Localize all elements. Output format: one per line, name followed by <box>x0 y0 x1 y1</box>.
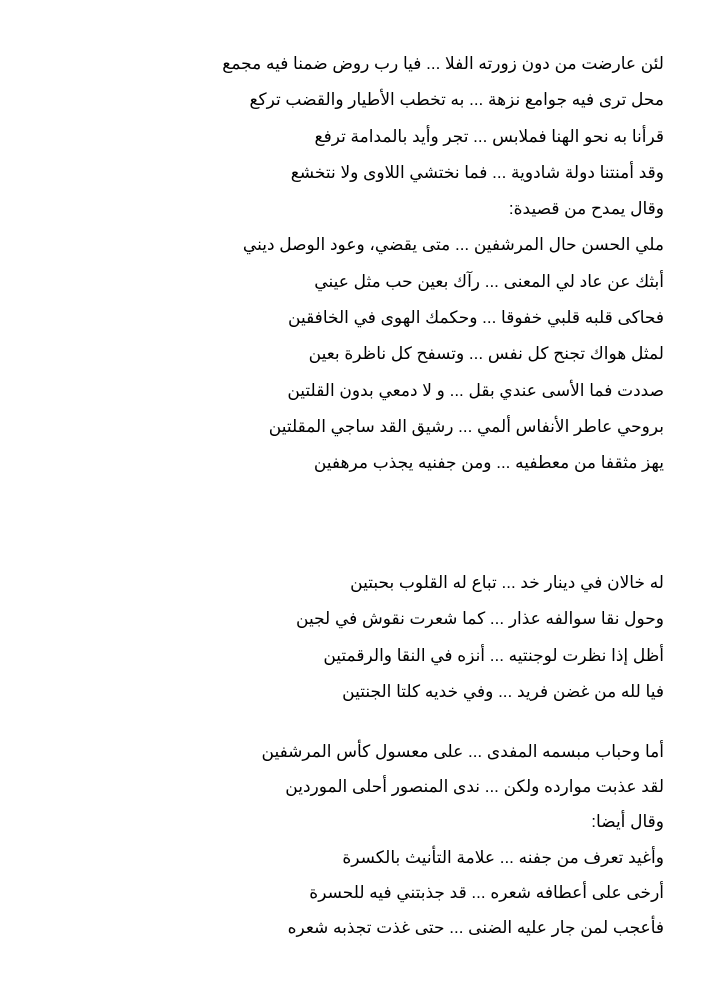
verse-line: أما وحباب مبسمه المفدى ... على معسول كأس المرشفين <box>261 742 664 761</box>
verse-line: صددت فما الأسى عندي بقل ... و لا دمعي بدون القلتين <box>287 380 664 400</box>
verse-line: وأغيد تعرف من جفنه ... علامة التأنيث بالكسرة <box>342 847 664 867</box>
poem-heading: وقال يمدح من قصيدة: <box>508 199 664 219</box>
verse-line: وقد أمنتنا دولة شادوية ... فما نختشي اللاوى ولا نتخشع <box>290 162 664 182</box>
verse-line: قرأنا به نحو الهنا فملابس ... تجر وأيد بالمدامة ترفع <box>314 126 664 146</box>
verse-line: أبثك عن عاد لي المعنى ... رآك بعين حب مثل عيني <box>314 271 664 291</box>
poem-block-2 <box>64 571 664 716</box>
verse-line: أظل إذا نظرت لوجنتيه ... أنزه في النقا والرقمتين <box>323 645 664 665</box>
verse-line: ملي الحسن حال المرشفين ... متى يقضي، وعود الوصل ديني <box>242 235 664 255</box>
verse-line: أرخى على أعطافه شعره ... قد جذبتني فيه للحسرة <box>309 882 664 902</box>
poem-block-3 <box>64 740 664 951</box>
poem-block-1 <box>64 52 664 488</box>
verse-line: لئن عارضت من دون زورته الفلا ... فيا رب روض ضمنا فيه مجمع <box>222 54 664 73</box>
verse-line: محل ترى فيه جوامع نزهة ... به تخطب الأطيار والقضب تركع <box>249 90 664 110</box>
verse-line: يهز مثقفا من معطفيه ... ومن جفنيه يجذب مرهفين <box>313 453 664 473</box>
poem-heading: وقال أيضا: <box>591 812 664 832</box>
verse-line: فيا لله من غضن فريد ... وفي خديه كلتا الجنتين <box>342 681 664 701</box>
verse-line: فحاكى قلبه قلبي خفوقا ... وحكمك الهوى في الخافقين <box>288 308 664 328</box>
verse-line: لقد عذبت موارده ولكن ... ندى المنصور أحلى الموردين <box>285 777 664 797</box>
verse-line: فأعجب لمن جار عليه الضنى ... حتى غذت تجذبه شعره <box>287 917 664 937</box>
verse-line: له خالان في دينار خد ... تباع له القلوب بحبتين <box>350 573 664 592</box>
verse-line: لمثل هواك تجنح كل نفس ... وتسفح كل ناظرة بعين <box>308 344 664 364</box>
verse-line: بروحي عاطر الأنفاس ألمي ... رشيق القد ساجي المقلتين <box>268 416 664 436</box>
verse-line: وحول نقا سوالفه عذار ... كما شعرت نقوش في لجين <box>296 609 664 629</box>
